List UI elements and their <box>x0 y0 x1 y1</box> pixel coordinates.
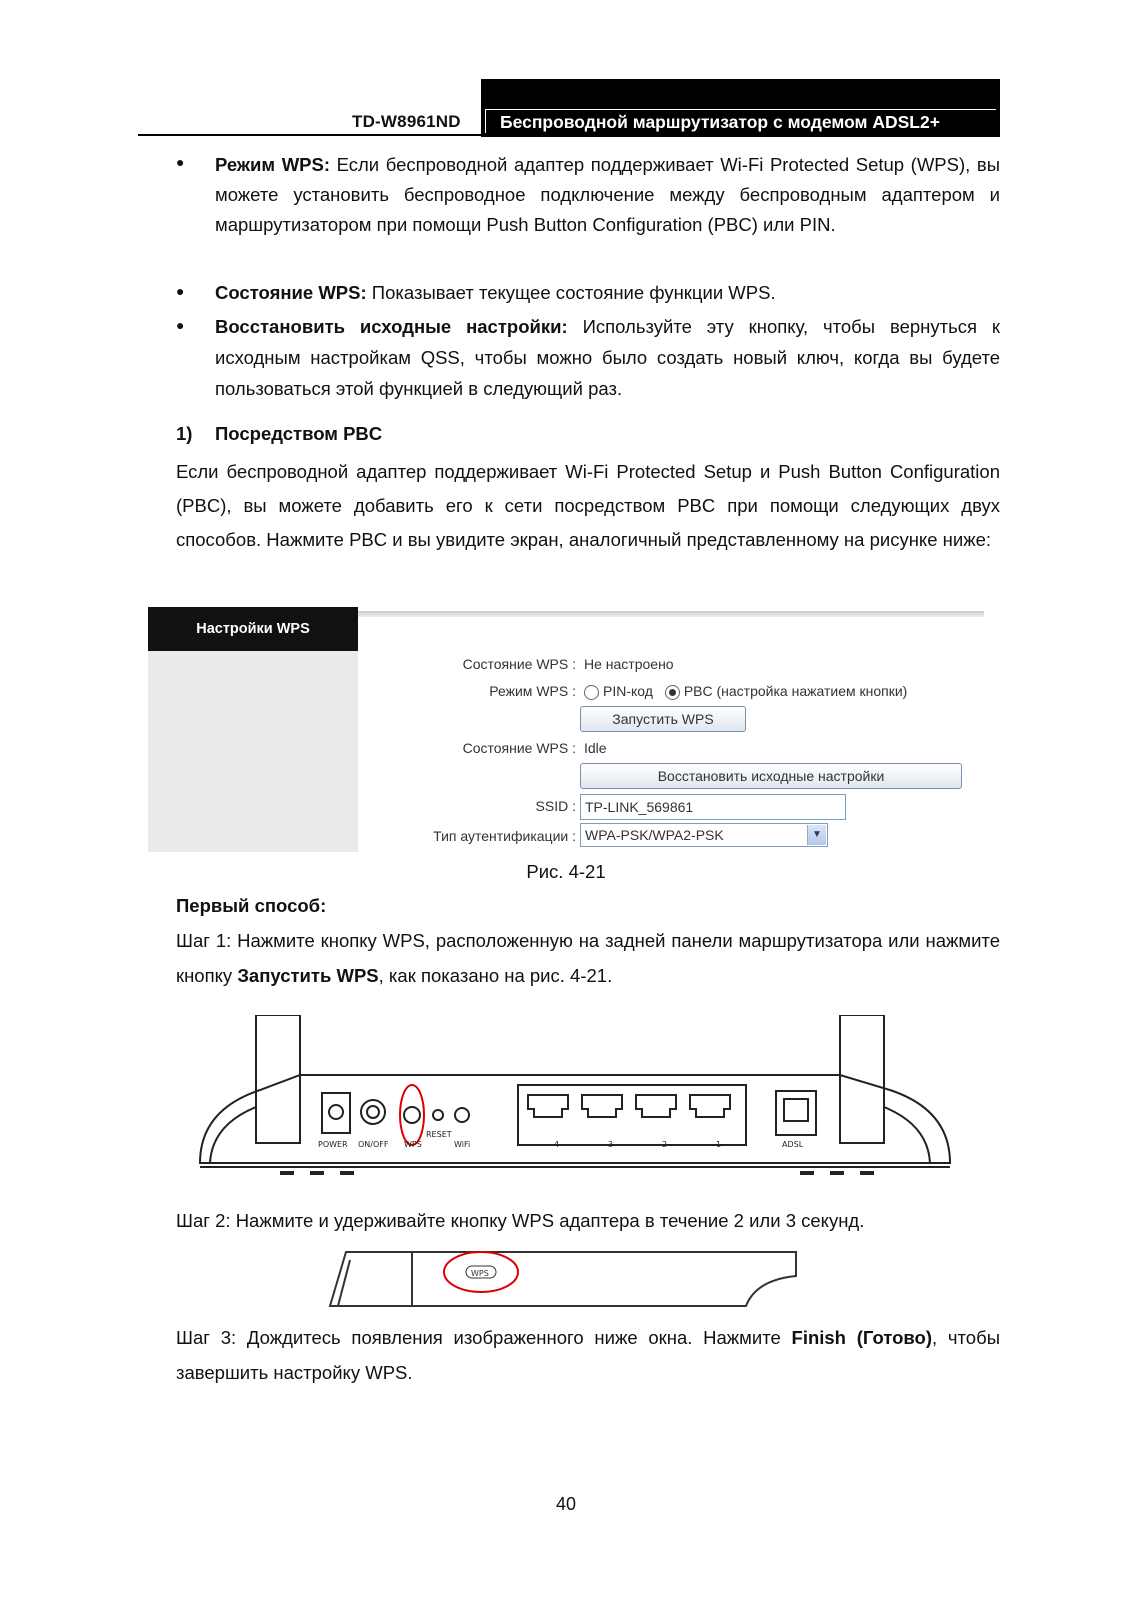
restore-defaults-button[interactable]: Восстановить исходные настройки <box>580 763 962 789</box>
wps-button <box>404 1107 420 1123</box>
section-number: 1) <box>176 423 193 444</box>
bullet-marker: ● <box>176 317 185 333</box>
step3-text <box>176 1320 1000 1390</box>
bullet-text: Если беспроводной адаптер поддерживает Wi-Fi Protected Setup (WPS), вы можете установить беспроводное подключение между беспроводным адаптером и маршрутизатором при помощи Push Button Configuration (PBC) или PIN. <box>215 154 1000 235</box>
wps-label: WPS <box>404 1140 422 1149</box>
step3-post: , чтобы завершить настройку WPS. <box>176 1327 1000 1383</box>
bullet-label: Состояние WPS: <box>215 282 367 303</box>
bullet-label: Режим WPS: <box>215 154 330 175</box>
power-port <box>322 1093 350 1133</box>
ssid-input[interactable]: TP-LINK_569861 <box>580 794 846 820</box>
step1-text <box>176 923 1000 993</box>
power-label: POWER <box>318 1140 348 1149</box>
pbc-radio-label: PBC (настройка нажатием кнопки) <box>683 683 908 699</box>
antenna-left <box>256 1015 300 1143</box>
wps-state-value: Idle <box>584 740 607 756</box>
bullet-wps-mode <box>215 150 1000 240</box>
port-label: 4 <box>554 1140 560 1149</box>
pin-radio[interactable] <box>584 685 599 700</box>
wps-mode-options <box>584 683 907 700</box>
method-title: Первый способ: <box>176 895 327 916</box>
port-label: 2 <box>662 1140 668 1149</box>
wps-state-label: Состояние WPS : <box>462 740 576 756</box>
bullet-restore <box>215 311 1000 404</box>
onoff-label: ON/OFF <box>358 1140 389 1149</box>
bullet-wps-status <box>215 278 1000 308</box>
page-number: 40 <box>555 1494 577 1514</box>
adapter-wps-label: WPS <box>471 1269 489 1278</box>
wps-status-value: Не настроено <box>584 656 674 672</box>
panel-sidebar <box>148 607 358 852</box>
wps-settings-panel <box>148 607 984 852</box>
bullet-text: Используйте эту кнопку, чтобы вернуться к исходным настройкам QSS, чтобы можно было создать новый ключ, когда вы будете пользоваться этой функцией в следующий раз. <box>215 316 1000 399</box>
header-title-box <box>481 79 1000 137</box>
figure-caption: Рис. 4-21 <box>526 861 606 882</box>
wps-status-label: Состояние WPS : <box>462 656 576 672</box>
section-paragraph: Если беспроводной адаптер поддерживает Wi-Fi Protected Setup и Push Button Configuration (PBC), вы можете добавить его к сети посредством PBC при помощи следующих двух способов. Нажмите PBC и вы увидите экран, аналогичный представленному на рисунке ниже: <box>176 461 1000 550</box>
wps-mode-label: Режим WPS : <box>489 683 576 699</box>
header-rule <box>138 134 1000 136</box>
bullet-marker: ● <box>176 154 185 170</box>
antenna-right <box>840 1015 884 1143</box>
step3-bold: Finish (Готово) <box>791 1327 933 1348</box>
step1-bold: Запустить WPS <box>237 965 379 986</box>
reset-label: RESET <box>426 1130 452 1139</box>
start-wps-button[interactable]: Запустить WPS <box>580 706 746 732</box>
step1-post: , как показано на рис. 4-21. <box>378 965 613 986</box>
ssid-label: SSID : <box>535 798 576 814</box>
router-back-panel-image <box>190 1015 960 1185</box>
step3-pre: Шаг 3: Дождитесь появления изображенного ниже окна. Нажмите <box>176 1327 792 1348</box>
adsl-port <box>776 1091 816 1135</box>
onoff-switch <box>361 1100 385 1124</box>
adsl-label: ADSL <box>782 1140 804 1149</box>
port-label: 3 <box>608 1140 614 1149</box>
header-title: Беспроводной маршрутизатор с модемом ADSL2+ <box>485 109 996 133</box>
auth-type-value: WPA-PSK/WPA2-PSK <box>585 827 724 843</box>
auth-type-select[interactable] <box>580 823 828 847</box>
bullet-label: Восстановить исходные настройки: <box>215 316 568 337</box>
auth-type-label: Тип аутентификации : <box>433 828 576 844</box>
router-body <box>200 1075 950 1163</box>
panel-top-line <box>358 611 984 617</box>
pbc-radio[interactable] <box>665 685 680 700</box>
section-title: Посредством PBC <box>215 423 383 444</box>
wireless-adapter-image <box>326 1246 806 1310</box>
step1-pre: Шаг 1: Нажмите кнопку WPS, расположенную на задней панели маршрутизатора или нажмите кнопку <box>176 930 1000 986</box>
bullet-marker: ● <box>176 283 185 299</box>
port-label: 1 <box>716 1140 722 1149</box>
wifi-label: WiFi <box>454 1140 471 1149</box>
bullet-text: Показывает текущее состояние функции WPS. <box>366 282 776 303</box>
header-model: TD-W8961ND <box>352 112 461 131</box>
pin-radio-label: PIN-код <box>603 683 653 699</box>
chevron-down-icon: ▼ <box>807 825 826 845</box>
panel-sidebar-title: Настройки WPS <box>148 607 358 651</box>
step2-text: Шаг 2: Нажмите и удерживайте кнопку WPS адаптера в течение 2 или 3 секунд. <box>176 1210 865 1231</box>
